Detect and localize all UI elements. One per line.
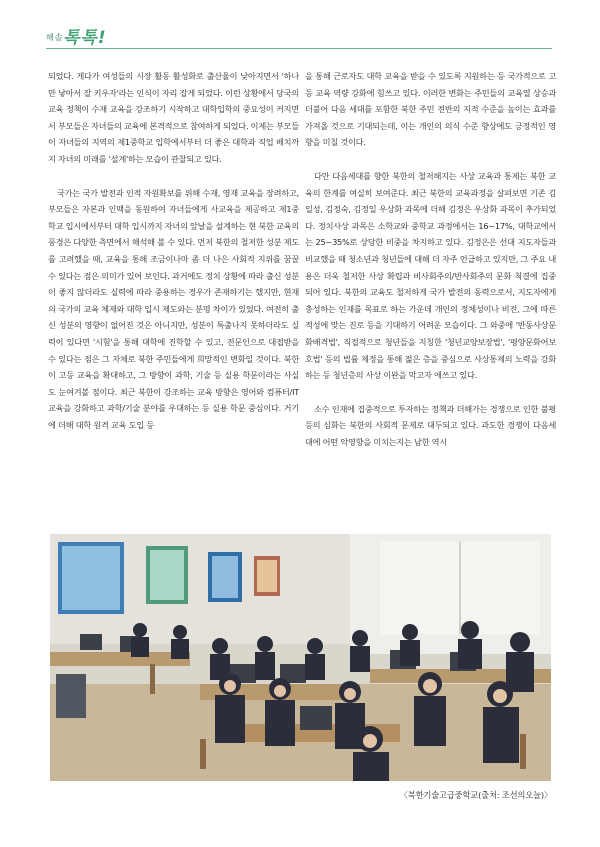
paragraph: 국가는 국가 발전과 인적 자원확보를 위해 수재, 영재 교육을 장려하고, 부모들은 자본과 인맥을 동원하여 자녀들에게 사교육을 제공하고 제1중학교 입시에서부터 대학 입시까지 자녀의 앞날을 설계하는 현 북한 교육의 풍경은 다양한 측면에서 해석해 볼 수 있다. 먼저 북한의 철저한 성분 제도를 고려했을 때, 교육을 통해 조금이나마 좀 더 나은 사회적 지위를 꿈꿀 수 있다는 점은 의미가 있어 보인다. 과거에도 정치 상황에 따라 출신 성분이 좋지 않더라도 실력에 따라 중용하는 경우가 존재하기는 했지만, 현재의 국가의 교육 체제와 대학 입시 제도와는 분명 차이가 있었다. 여전히 출신 성분의 영향이 없어진 것은 아니지만, 성분이 특출나지 못하더라도 실력이 있다면 '시험'을 통해 대학에 진학할 수 있고, 전문인으로 대접받을 수 있다는 점은 그 자체로 북한 주민들에게 희망적인 변화일 것이다. 북한이 고등 교육을 확대하고, 그 방향이 과학, 기술 등 실용 학문이라는 사실도 눈여겨볼 점이다. 최근 북한이 강조하는 교육 방향은 영어와 컴퓨터/IT교육을 강화하고 과학/기술 분야를 우대하는 등 실용 학문 중심이다. 거기에 더해 대학 원격 교육 도입 등 [48, 187, 299, 430]
photo-caption: 〈북한기술고급중학교(출처: 조선의오늘)〉 [399, 790, 552, 800]
classroom-photo-illustration [50, 534, 551, 781]
section-title: 톡톡! [63, 28, 107, 48]
paragraph: 소수 인재에 집중적으로 투자하는 정책과 더해가는 경쟁으로 인한 불평등의 심화는 북한의 사회적 문제로 대두되고 있다. 과도한 경쟁이 다음세대에 어떤 악영향을 미치는지는 남한 역시 [305, 403, 556, 447]
magazine-name: 해솔 [46, 33, 64, 42]
page-header [46, 22, 552, 52]
header-divider [46, 48, 552, 49]
paragraph: 되었다. 게다가 여성들의 시장 활동 활성화로 출산율이 낮아지면서 '하나만 낳아서 잘 키우자'라는 인식이 자리 잡게 되었다. 이런 상황에서 당국의 교육 정책이 수재 교육을 강조하기 시작하고 대학입학의 중요성이 커지면서 부모들은 자녀들의 교육에 본격적으로 참여하게 되었다. 이제는 부모들이 자녀들의 지역의 제1중학교 입학에서부터 더 좋은 대학과 직업 배치까지 자녀의 미래를 '설계'하는 모습이 관찰되고 있다. [48, 71, 299, 164]
classroom-photo [50, 534, 551, 781]
article-column-left [48, 68, 299, 450]
paragraph: 을 통해 근로자도 대학 교육을 받을 수 있도록 지원하는 등 국가적으로 고등 교육 역량 강화에 힘쓰고 있다. 이러한 변화는 주민들의 교육열 상승과 더불어 다음 세대를 포함한 북한 주민 전반의 지적 수준을 높이는 효과를 가져올 것으로 기대되는데, 이는 개인의 의식 수준 향상에도 긍정적인 영향을 미칠 것이다. [305, 71, 556, 148]
paragraph: 다만 다음세대를 향한 북한의 철저해지는 사상 교육과 통제는 북한 교육의 한계를 여실히 보여준다. 최근 북한의 교육과정을 살펴보면 기존 김일성, 김정숙, 김정일 우상화 과목에 더해 김정은 우상화 과목이 추가되었다. 정치사상 과목은 소학교와 중학교 과정에서는 16~17%, 대학교에서는 25~35%로 상당한 비중을 차지하고 있다. 김정은은 선대 지도자들과 비교했을 때 청소년과 청년들에 대해 더 자주 언급하고 있지만, 그 주요 내용은 더욱 철저한 사상 확립과 비사회주의/반사회주의 문화 척결에 집중되어 있다. 북한의 교육도 철저하게 국가 발전의 동력으로서, 지도자에게 충성하는 인재를 목표로 하는 가운데 개인의 정체성이나 비전, 그에 따른 적성에 맞는 진로 등을 기대하기 어려운 모습이다. 그 와중에 '반동사상문화배격법', 직접적으로 청년들을 지칭한 '청년교양보장법', '평양문화어보호법' 등의 법률 제정을 통해 젊은 층을 중심으로 사상통제의 노력을 강화하는 등 청년층의 사상 이완을 막고자 애쓰고 있다. [305, 170, 556, 381]
article-column-right [305, 68, 556, 467]
